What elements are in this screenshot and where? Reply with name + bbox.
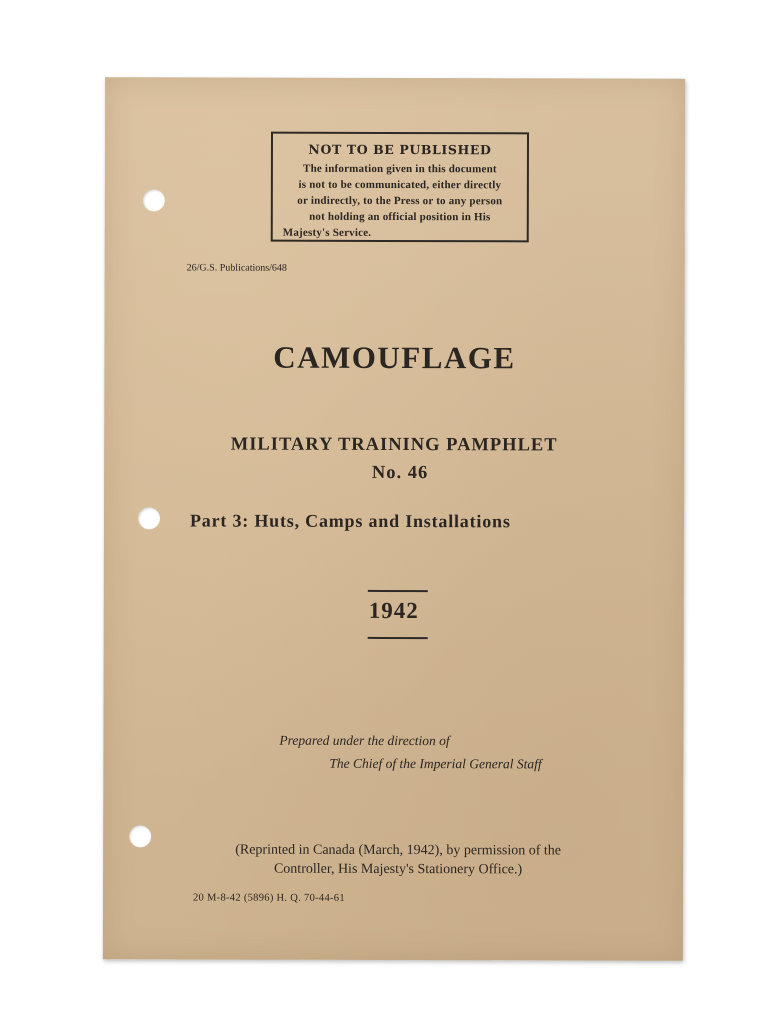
reprint-line: (Reprinted in Canada (March, 1942), by permission of the	[235, 842, 562, 859]
notice-line: not holding an official position in His	[309, 210, 491, 224]
notice-line: is not to be communicated, either directly	[298, 178, 502, 192]
reprint-line: Controller, His Majesty's Stationery Office.)	[273, 861, 523, 878]
part-heading: Part 3: Huts, Camps and Installations	[189, 510, 511, 532]
punch-hole-middle	[138, 507, 160, 529]
publication-reference: 26/G.S. Publications/648	[186, 262, 287, 274]
document-title: CAMOUFLAGE	[273, 339, 516, 376]
reprint-notice	[183, 840, 613, 879]
punch-hole-bottom	[129, 825, 151, 847]
year-rule-top	[368, 590, 428, 592]
pamphlet-cover	[103, 77, 685, 961]
prepared-by-line: Prepared under the direction of	[279, 732, 450, 749]
print-code: 20 M-8-42 (5896) H. Q. 70-44-61	[192, 892, 345, 904]
publication-year: 1942	[368, 597, 419, 624]
punch-hole-top	[143, 189, 165, 211]
notice-line: Majesty's Service.	[282, 226, 372, 239]
restriction-notice-box	[271, 132, 529, 243]
notice-line: The information given in this document	[303, 162, 497, 176]
pamphlet-number: No. 46	[371, 462, 429, 484]
prepared-by-authority: The Chief of the Imperial General Staff	[329, 755, 542, 772]
pamphlet-series-title: MILITARY TRAINING PAMPHLET	[230, 434, 558, 456]
notice-title: NOT TO BE PUBLISHED	[308, 141, 492, 158]
notice-line: or indirectly, to the Press or to any person	[297, 194, 503, 208]
year-rule-bottom	[368, 637, 428, 639]
